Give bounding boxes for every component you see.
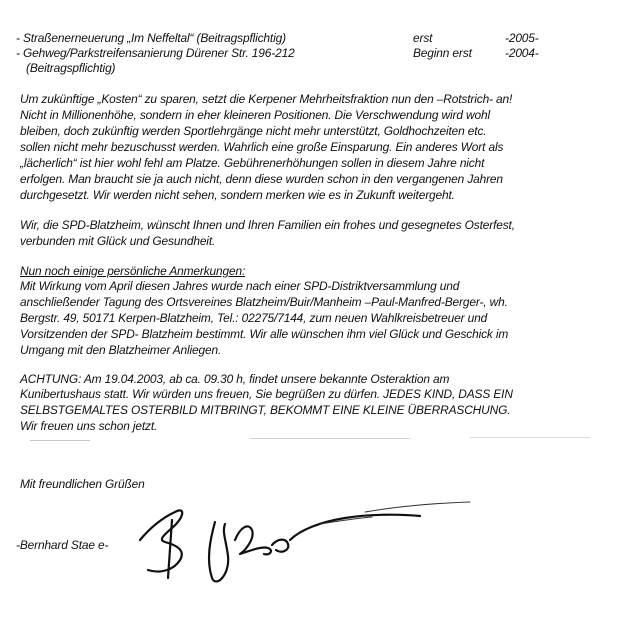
achtung-line4: Wir freuen uns schon jetzt.	[20, 419, 158, 433]
closing-name: -Bernhard Stae e-	[16, 538, 109, 552]
para2-line2: verbunden mit Glück und Gesundheit.	[20, 234, 216, 248]
achtung-line3: SELBSTGEMALTES OSTERBILD MITBRINGT, BEKOMMT EINE KLEINE ÜBERRASCHUNG.	[20, 403, 511, 417]
notes-line3: Bergstr. 49, 50171 Kerpen-Blatzheim, Tel.: 02275/7144, zum neuen Wahlkreisbetreuer und	[20, 311, 488, 325]
para1-line6: erfolgen. Man braucht sie ja auch nicht, denn diese wurden schon in den vergangenen Jahren	[20, 172, 503, 186]
notes-line4: Vorsitzenden der SPD- Blatzheim bestimmt. Wir alle wünschen ihm viel Glück und Geschick im	[20, 327, 509, 341]
project-1-year: -2005-	[505, 31, 539, 45]
project-1-status: erst	[413, 31, 433, 45]
para1-line3: bleiben, doch zukünftig werden Sportlehrgänge nicht mehr unterstützt, Goldhochzeiten etc.	[20, 124, 487, 138]
project-2-note: (Beitragspflichtig)	[26, 61, 116, 75]
para1-line7: durchgesetzt. Wir werden nicht sehen, sondern merken wie es in Zukunft weitergeht.	[20, 188, 455, 202]
para1-line4: sollen nicht mehr bezuschusst werden. Wahrlich eine große Einsparung. Ein anderes Wort als	[20, 140, 504, 154]
notes-line1: Mit Wirkung vom April diesen Jahres wurde nach einer SPD-Distriktversammlung und	[20, 279, 460, 293]
project-2-name: - Gehweg/Parkstreifensanierung Dürener Str. 196-212	[16, 46, 295, 60]
notes-heading: Nun noch einige persönliche Anmerkungen:	[20, 264, 246, 278]
para1-line1: Um zukünftige „Kosten“ zu sparen, setzt die Kerpener Mehrheitsfraktion nun den –Rotstrich- an!	[20, 92, 513, 106]
para1-line5: „lächerlich“ ist hier wohl fehl am Platze. Gebührenerhöhungen sollen in diesem Jahre nicht	[20, 156, 485, 170]
closing-greeting: Mit freundlichen Grüßen	[20, 477, 145, 491]
achtung-line1: ACHTUNG: Am 19.04.2003, ab ca. 09.30 h, findet unsere bekannte Osteraktion am	[20, 372, 450, 386]
para2-line1: Wir, die SPD-Blatzheim, wünscht Ihnen und Ihren Familien ein frohes und gesegnetes Osterfest,	[20, 218, 515, 232]
notes-line5: Umgang mit den Blatzheimer Anliegen.	[20, 343, 222, 357]
project-2-status: Beginn erst	[413, 46, 472, 60]
project-1-name: - Straßenerneuerung „Im Neffeltal“ (Beitragspflichtig)	[16, 31, 286, 45]
project-2-year: -2004-	[505, 46, 539, 60]
achtung-line2: Kunibertushaus statt. Wir würden uns freuen, Sie begrüßen zu dürfen. JEDES KIND, DASS EIN	[20, 387, 513, 401]
para1-line2: Nicht in Millionenhöhe, sondern in eher kleineren Positionen. Die Verschwendung wird wohl	[20, 108, 490, 122]
notes-line2: anschließender Tagung des Ortsvereines Blatzheim/Buir/Manheim –Paul-Manfred-Berger-, wh.	[20, 295, 508, 309]
